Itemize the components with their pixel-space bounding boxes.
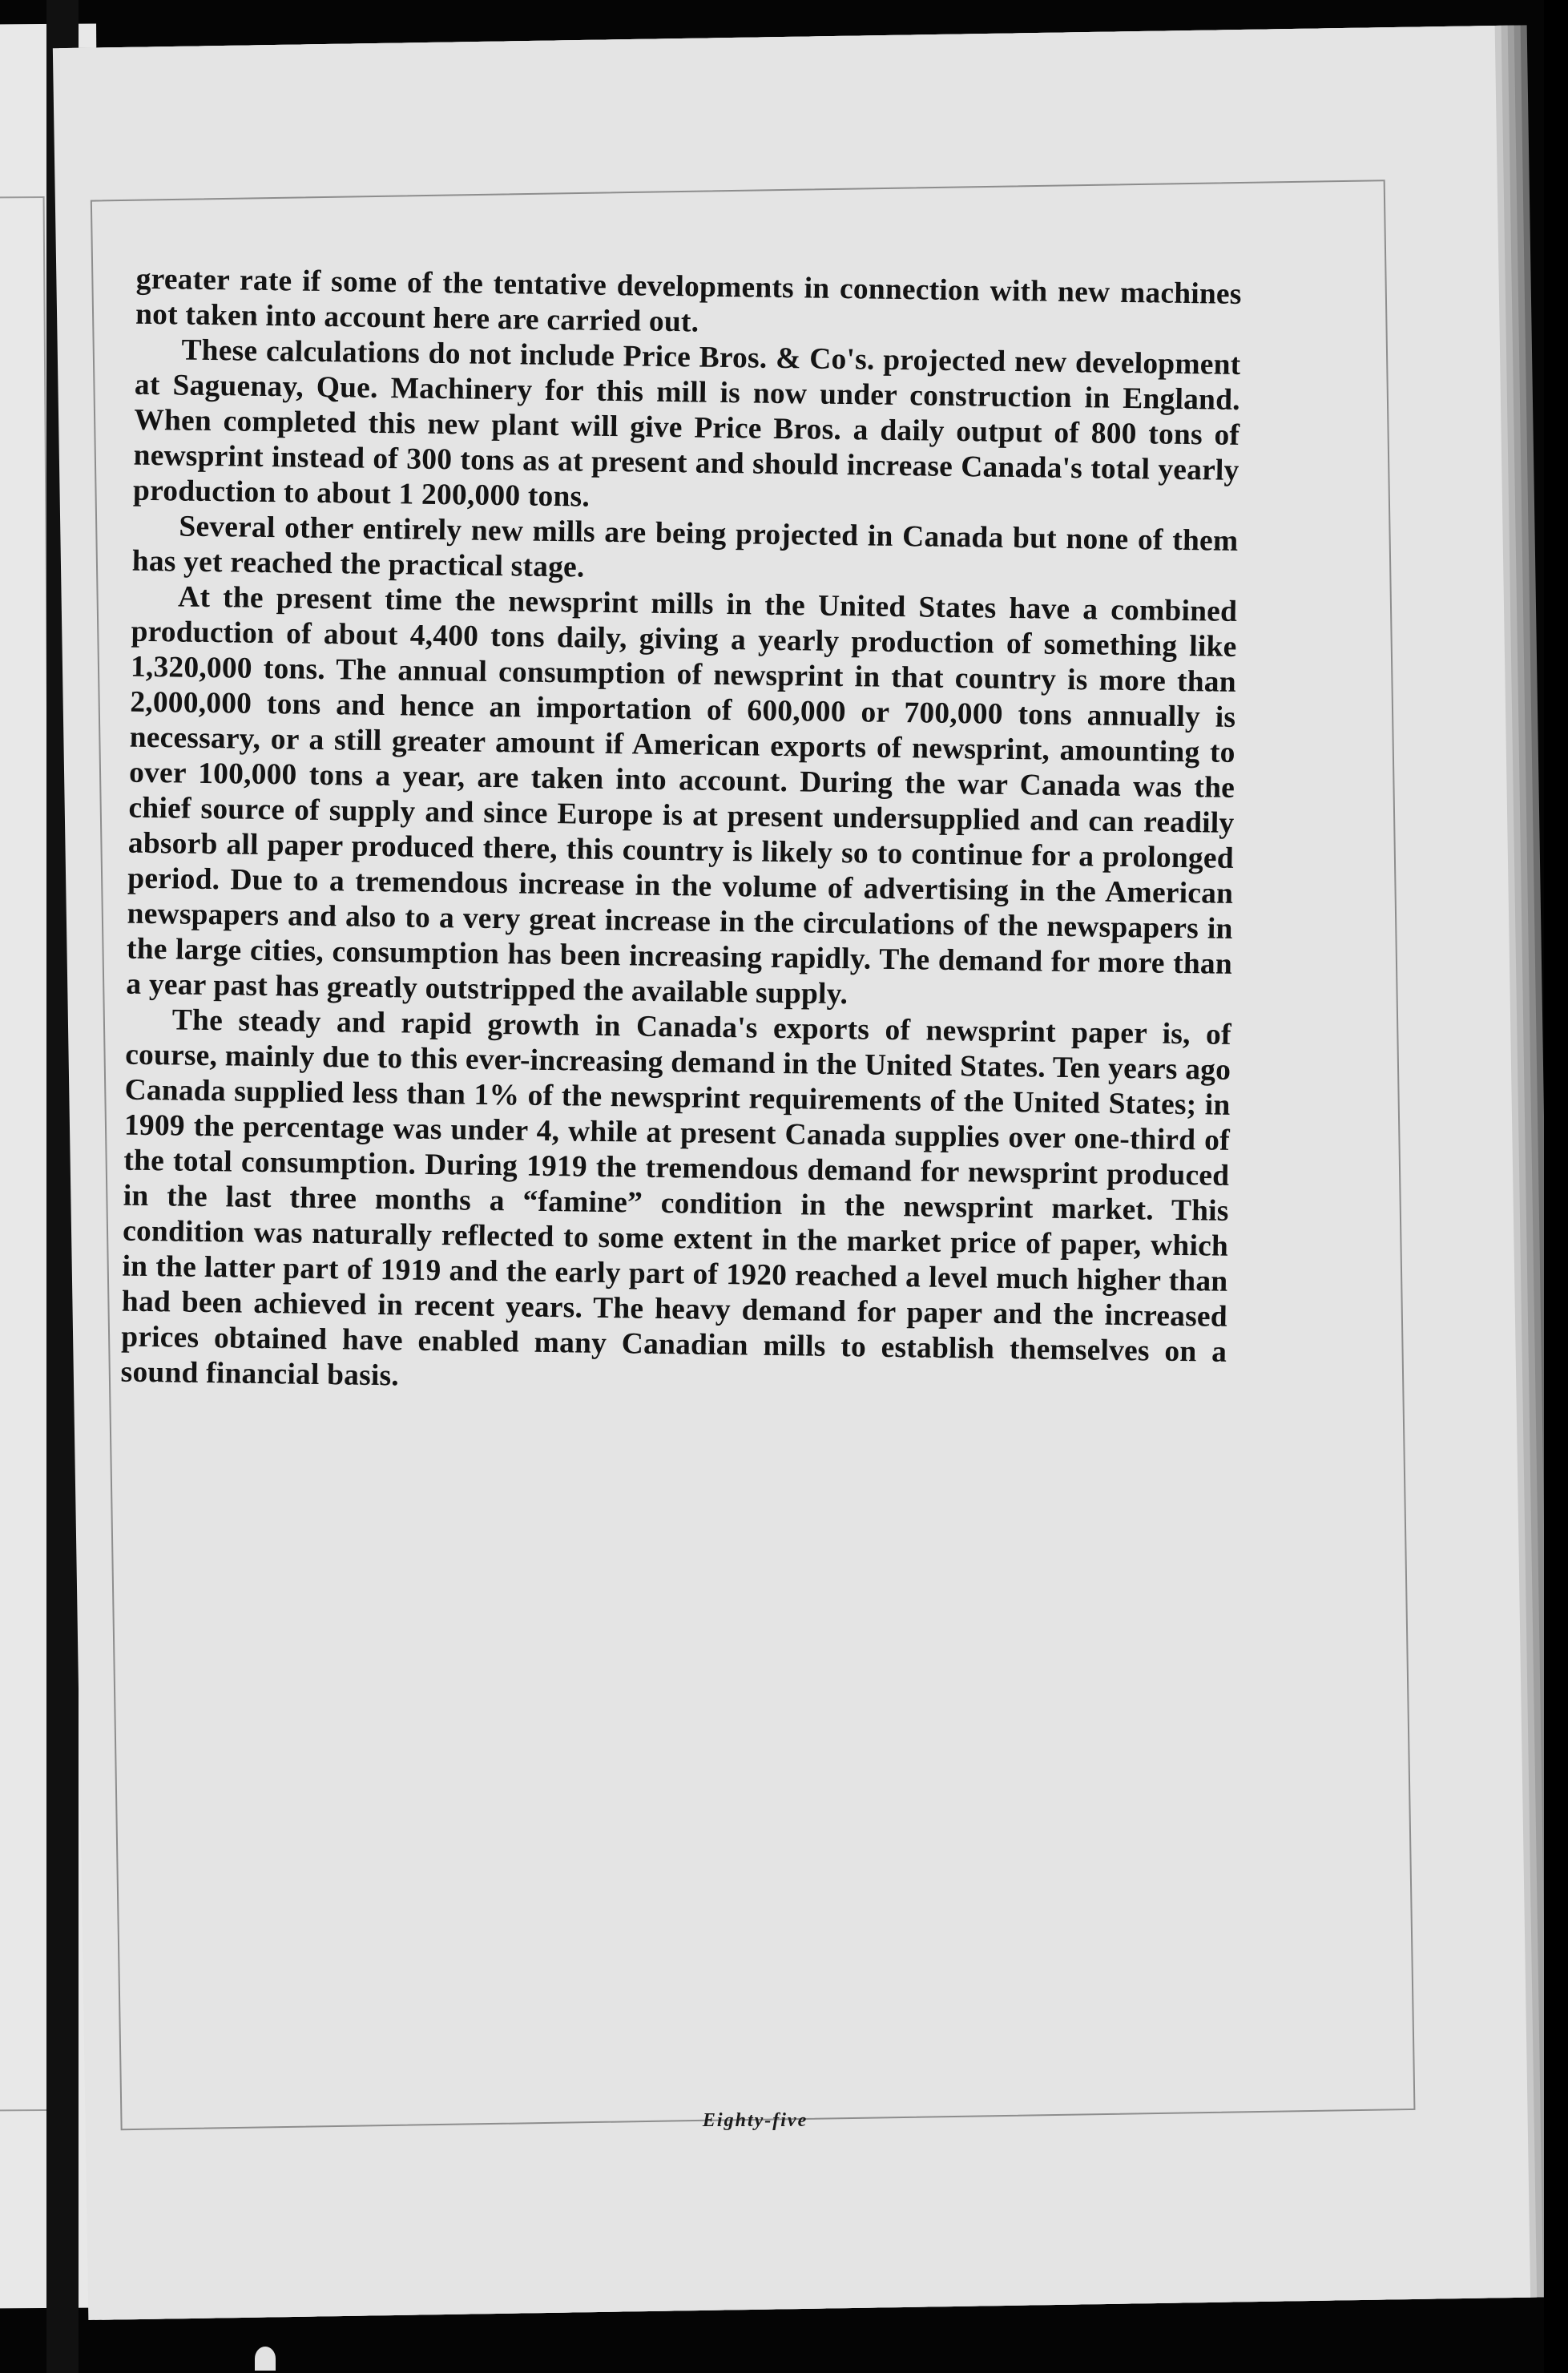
paragraph: At the present time the newsprint mills in the United States have a combined production of about 4,400 tons daily, giving a yearly production of something like 1,320,000 tons. The annual consumption of newsprint in that country is more than 2,000,000 tons and hence an importation of 600,000 or 700,000 tons annually is necessary, or a still greater amount if American exports of newsprint, amounting to over 100,000 tons a year, are taken into account. During the war Canada was the chief source of supply and since Europe is at present undersupplied and can readily absorb all paper produced there, this country is likely so to continue for a prolonged period. Due to a tremendous increase in the volume of advertising in the American newspapers and also to a very great increase in the circulations of the newspapers in the large cities, consumption has been increasing rapidly. The demand for more than a year past has greatly outstripped the available supply. (126, 580, 1238, 1011)
page-number: Eighty-five (702, 2109, 808, 2131)
paragraph: The steady and rapid growth in Canada's exports of newsprint paper is, of course, mainly due to this ever-increasing demand in the United States. Ten years ago Canada supplied less than 1% of the newsprint requirements of the United States; in 1909 the percentage was under 4, while at present Canada supplies over one-third of the total consumption. During 1919 the tremendous demand for newsprint produced in the last three months a “famine” condition in the newsprint market. This condition was naturally reflected to some extent in the market price of paper, which in the latter part of 1919 and the early part of 1920 reached a level much higher than had been achieved in recent years. The heavy demand for paper and the increased prices obtained have enabled many Canadian mills to establish themselves on a sound financial basis. (120, 1003, 1231, 1393)
book-page (53, 26, 1530, 2320)
body-text (120, 262, 1242, 1406)
paragraph: greater rate if some of the tentative developments in connection with new machines not taken into account here are carried out. (135, 262, 1242, 339)
paragraph: These calculations do not include Price Bros. & Co's. projected new development at Saguenay, Que. Machinery for this mill is now under construction in England. When completed this new plant will give Price Bros. a daily output of 800 tons of newsprint instead of 300 tons as at present and should increase Canada's total yearly production to about 1 200,000 tons. (132, 333, 1241, 514)
scan-artifact (255, 2347, 276, 2371)
scan-edge (1544, 0, 1568, 2373)
paragraph: Several other entirely new mills are being projected in Canada but none of them has yet reached the practical stage. (131, 510, 1239, 584)
